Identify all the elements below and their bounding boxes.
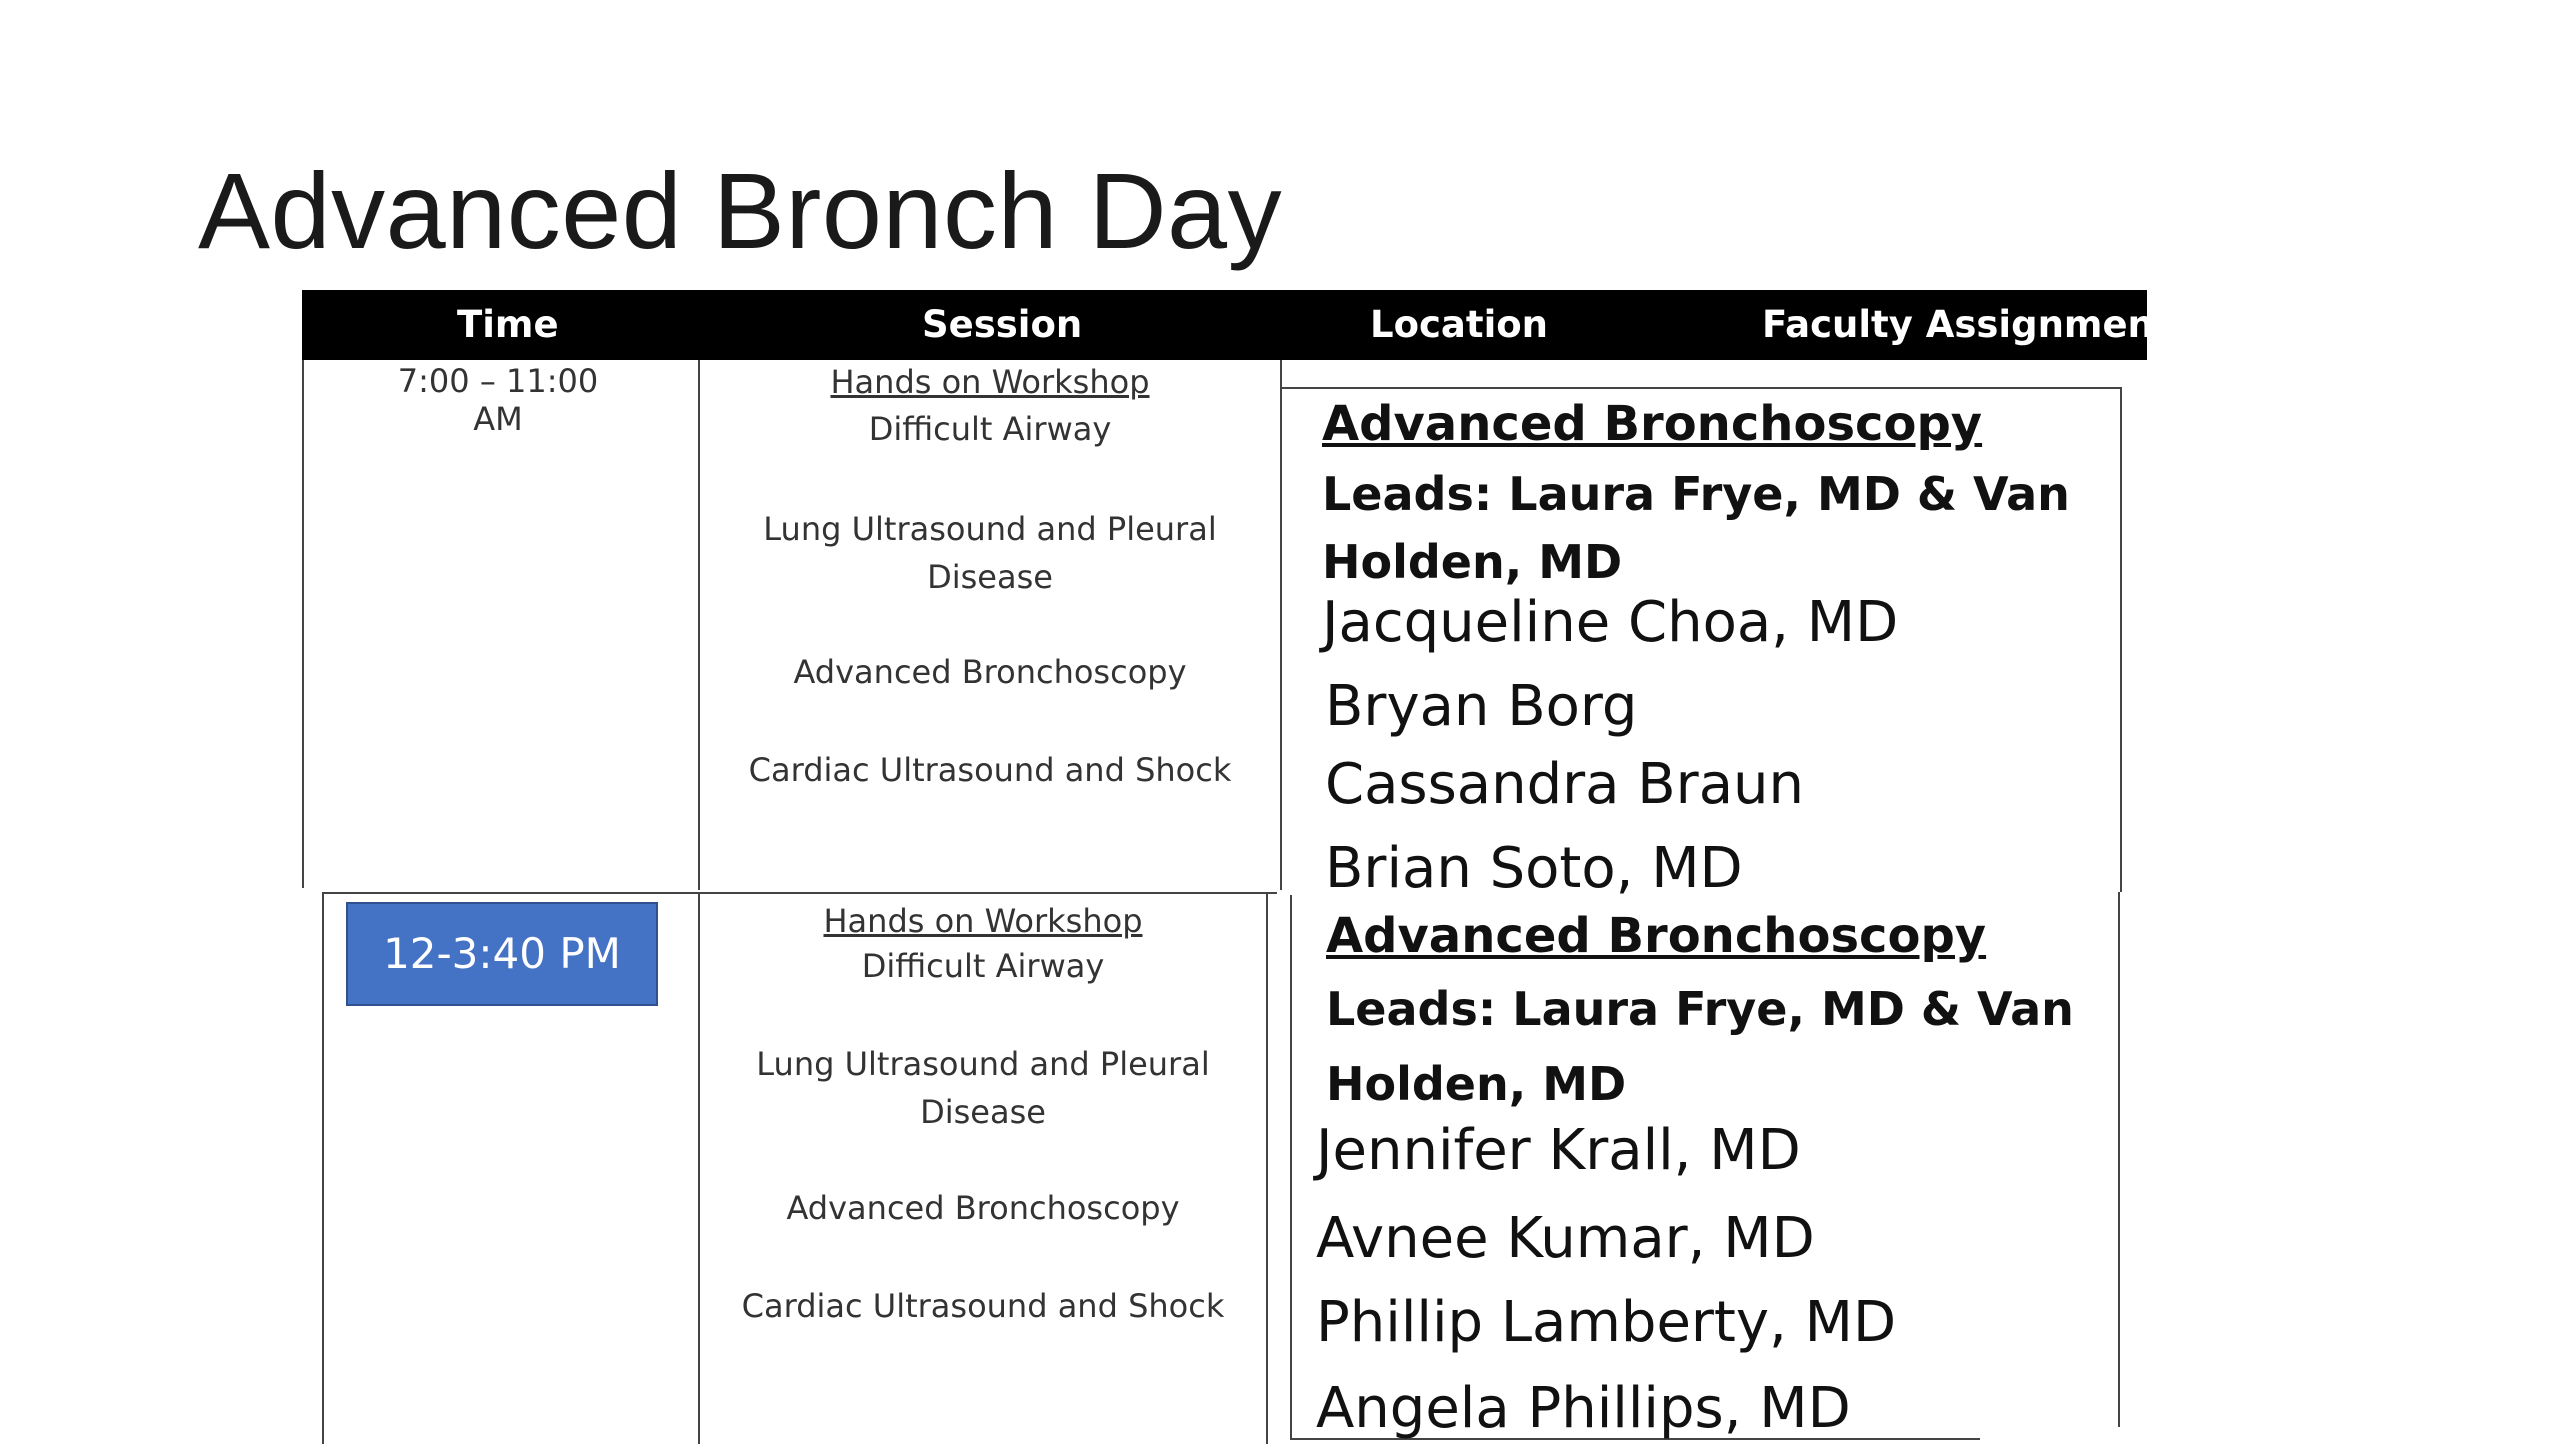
time-block-2: 12-3:40 PM — [346, 902, 658, 1006]
divider — [1280, 360, 1282, 890]
faculty-member: Bryan Borg — [1325, 674, 1638, 739]
session-heading: Hands on Workshop — [830, 363, 1150, 401]
faculty-member: Avnee Kumar, MD — [1316, 1206, 1815, 1271]
session-item: Cardiac Ultrasound and Shock — [741, 1287, 1225, 1325]
faculty-leads: Leads: Laura Frye, MD & Van — [1326, 982, 2074, 1036]
session-item: Advanced Bronchoscopy — [793, 653, 1187, 691]
divider — [1266, 892, 1268, 1444]
header-time: Time — [457, 303, 559, 346]
faculty-member: Phillip Lamberty, MD — [1316, 1290, 1897, 1355]
divider — [2120, 387, 2122, 892]
divider — [1290, 895, 1292, 1440]
header-faculty: Faculty Assignments — [1762, 303, 2194, 346]
divider — [2118, 892, 2120, 1427]
faculty-heading: Advanced Bronchoscopy — [1322, 396, 1983, 452]
header-session: Session — [922, 303, 1083, 346]
session-item: Lung Ultrasound and Pleural Disease — [763, 510, 1217, 596]
faculty-member: Brian Soto, MD — [1325, 836, 1743, 901]
faculty-member: Jacqueline Choa, MD — [1322, 590, 1899, 655]
session-item: Difficult Airway — [868, 410, 1112, 448]
session-item: Lung Ultrasound and Pleural Disease — [756, 1045, 1210, 1131]
faculty-heading: Advanced Bronchoscopy — [1326, 908, 1987, 964]
faculty-leads: Holden, MD — [1322, 535, 1623, 589]
slide-title: Advanced Bronch Day — [198, 150, 1283, 271]
divider — [302, 360, 304, 888]
divider — [322, 892, 324, 1444]
divider — [322, 892, 1277, 894]
divider — [1280, 387, 2122, 389]
header-location: Location — [1370, 303, 1549, 346]
faculty-leads: Leads: Laura Frye, MD & Van — [1322, 467, 2070, 521]
faculty-member: Cassandra Braun — [1325, 752, 1805, 817]
time-block-1: 7:00 – 11:00 AM — [397, 362, 599, 438]
session-item: Advanced Bronchoscopy — [786, 1189, 1180, 1227]
session-item: Difficult Airway — [861, 947, 1105, 985]
faculty-leads: Holden, MD — [1326, 1057, 1627, 1111]
session-heading: Hands on Workshop — [823, 902, 1143, 940]
faculty-member: Jennifer Krall, MD — [1316, 1118, 1801, 1183]
session-item: Cardiac Ultrasound and Shock — [748, 751, 1232, 789]
table-header — [302, 290, 2194, 360]
faculty-member: Angela Phillips, MD — [1316, 1376, 1851, 1441]
